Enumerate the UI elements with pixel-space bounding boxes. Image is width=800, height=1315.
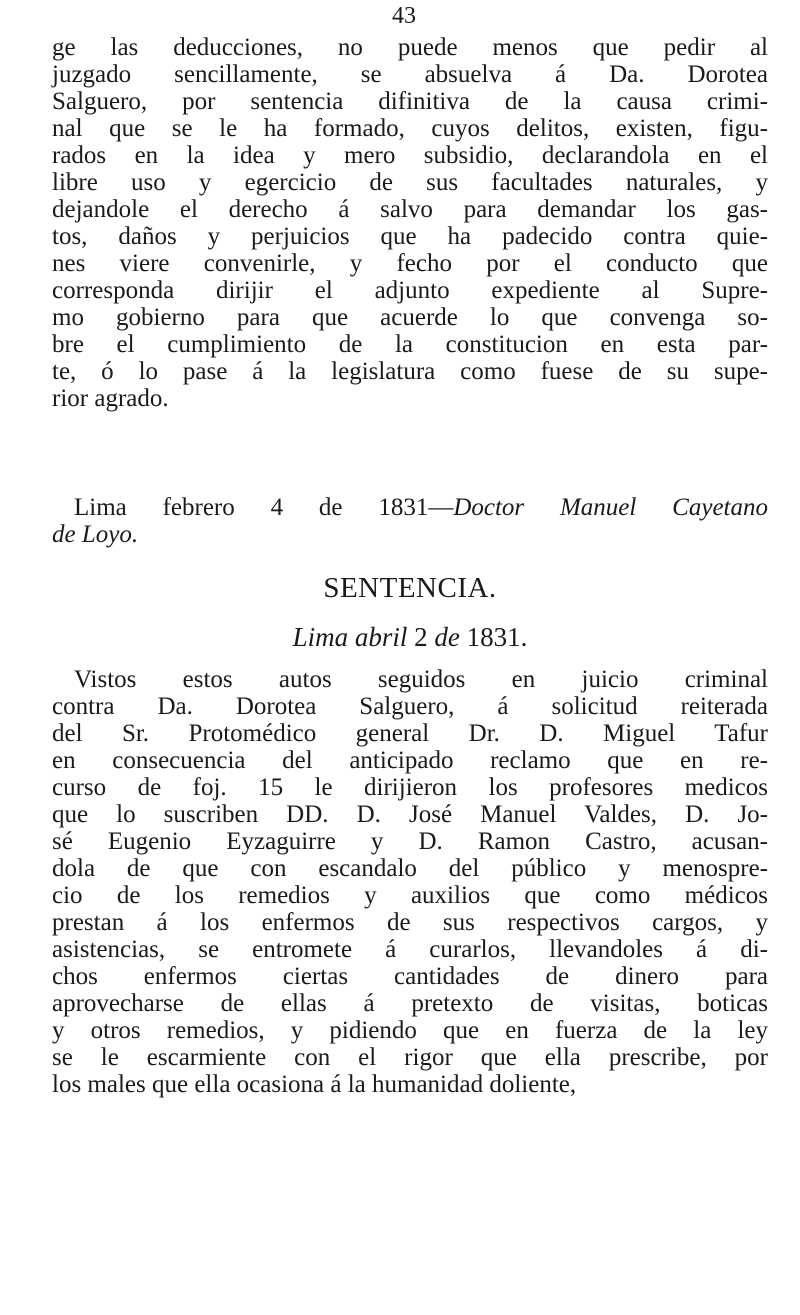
- section-heading: SENTENCIA.: [323, 572, 497, 604]
- text-line: en consecuencia del anticipado reclamo que en re-: [52, 747, 768, 774]
- text-line: cio de los remedios y auxilios que como médicos: [52, 882, 768, 909]
- dateline-place-month: Lima abril: [292, 622, 408, 652]
- text-line: bre el cumplimiento de la constitucion en esta par-: [52, 331, 768, 358]
- text-line: libre uso y egercicio de sus facultades naturales, y: [52, 169, 768, 196]
- text-line: juzgado sencillamente, se absuelva á Da. Dorotea: [52, 61, 768, 88]
- text-line: contra Da. Dorotea Salguero, á solicitud reiterada: [52, 693, 768, 720]
- page-number: 43: [392, 3, 416, 29]
- text-line: sé Eugenio Eyzaguirre y D. Ramon Castro, acusan-: [52, 828, 768, 855]
- dateline-day: 2: [407, 622, 435, 652]
- text-line: que lo suscriben DD. D. José Manuel Valdes, D. Jo-: [52, 801, 768, 828]
- paragraph-defense-conclusion: [52, 34, 768, 412]
- book-page: [52, 0, 768, 1315]
- text-line: prestan á los enfermos de sus respectivos cargos, y: [52, 909, 768, 936]
- text-line: asistencias, se entromete á curarlos, llevandoles á di-: [52, 936, 768, 963]
- dateline-year: 1831.: [459, 622, 528, 652]
- text-line: Vistos estos autos seguidos en juicio criminal: [74, 666, 768, 693]
- text-line: y otros remedios, y pidiendo que en fuerza de la ley: [52, 1017, 768, 1044]
- text-line: dejandole el derecho á salvo para demandar los gas-: [52, 196, 768, 223]
- signature-name: Doctor Manuel Cayetano: [453, 494, 768, 521]
- text-line: nes viere convenirle, y fecho por el conducto que: [52, 250, 768, 277]
- text-line: rados en la idea y mero subsidio, declarandola en el: [52, 142, 768, 169]
- text-line: se le escarmiente con el rigor que ella prescribe, por: [52, 1044, 768, 1071]
- text-line: nal que se le ha formado, cuyos delitos, existen, figu-: [52, 115, 768, 142]
- text-line: aprovecharse de ellas á pretexto de visitas, boticas: [52, 990, 768, 1017]
- text-line: chos enfermos ciertas cantidades de dinero para: [52, 963, 768, 990]
- text-line: curso de foj. 15 le dirijieron los profesores medicos: [52, 774, 768, 801]
- signature-line: [52, 494, 768, 521]
- sentence-dateline: [52, 622, 768, 652]
- paragraph-sentence-body: [52, 666, 768, 1098]
- dateline-de: de: [434, 622, 460, 652]
- text-line: mo gobierno para que acuerde lo que convenga so-: [52, 304, 768, 331]
- signature-name-continued: de Loyo.: [52, 521, 139, 548]
- text-line: rior agrado.: [52, 385, 169, 412]
- text-line: ge las deducciones, no puede menos que pedir al: [52, 34, 768, 61]
- text-line: tos, daños y perjuicios que ha padecido contra quie-: [52, 223, 768, 250]
- signature-line: [52, 521, 768, 548]
- text-line: Salguero, por sentencia difinitiva de la causa crimi-: [52, 88, 768, 115]
- signature-place-date: Lima febrero 4 de 1831—: [74, 494, 454, 521]
- text-line: dola de que con escandalo del público y menospre-: [52, 855, 768, 882]
- text-line: corresponda dirijir el adjunto expediente al Supre-: [52, 277, 768, 304]
- text-line: te, ó lo pase á la legislatura como fuese de su supe-: [52, 358, 768, 385]
- signature-block: [52, 494, 768, 548]
- text-line: los males que ella ocasiona á la humanidad doliente,: [52, 1071, 577, 1098]
- text-line: del Sr. Protomédico general Dr. D. Miguel Tafur: [52, 720, 768, 747]
